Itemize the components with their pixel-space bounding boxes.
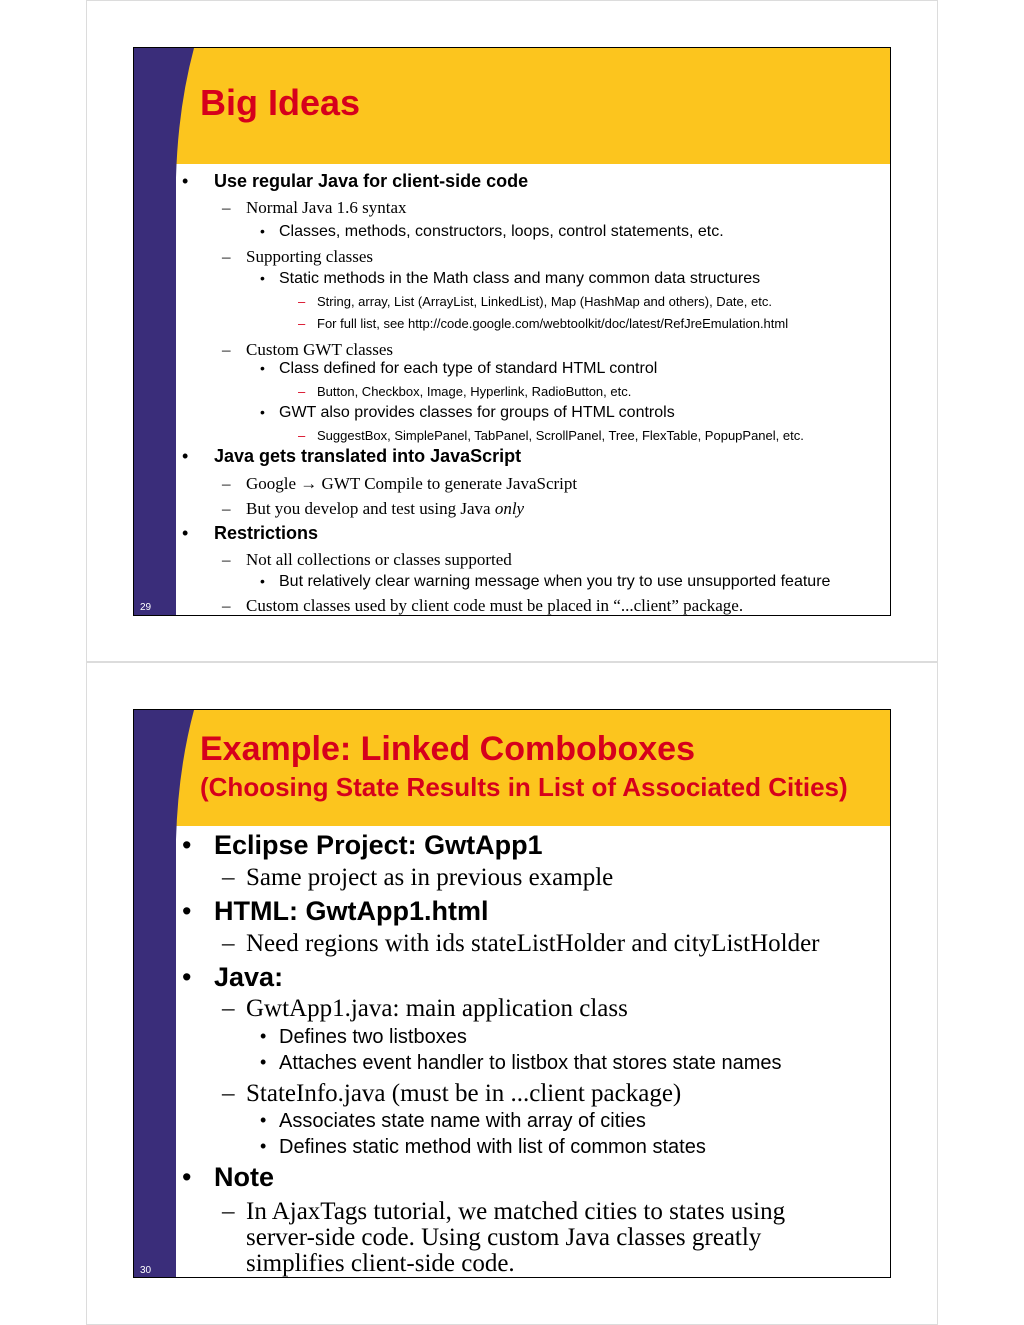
bullet-level-3: Classes, methods, constructors, loops, control statements, etc. bbox=[279, 223, 724, 240]
bullet-level-1: Note bbox=[214, 1162, 274, 1192]
slide-bullets bbox=[134, 48, 890, 615]
bullet-level-2: Google → GWT Compile to generate JavaScript bbox=[246, 474, 578, 493]
bullet-dash-icon: – bbox=[222, 198, 231, 217]
bullet-level-3: Attaches event handler to listbox that stores state names bbox=[279, 1052, 782, 1074]
bullet-level-2: Custom GWT classes bbox=[246, 340, 394, 359]
slide-number: 30 bbox=[140, 1265, 152, 1276]
bullet-level-2: Normal Java 1.6 syntax bbox=[246, 198, 407, 217]
bullet-level-3: Static methods in the Math class and many common data structures bbox=[279, 270, 761, 287]
slide-linked-comboboxes bbox=[133, 709, 891, 1278]
bullet-dash-icon: – bbox=[222, 930, 235, 957]
bullet-dot-icon: • bbox=[182, 830, 192, 860]
bullet-level-4: For full list, see http://code.google.com/webtoolkit/doc/latest/RefJreEmulation.html bbox=[317, 316, 789, 331]
bullet-level-3: Defines static method with list of common states bbox=[279, 1136, 706, 1158]
bullet-level-2: Supporting classes bbox=[246, 247, 374, 266]
bullet-level-3: Class defined for each type of standard HTML control bbox=[279, 360, 658, 377]
slide-title: Big Ideas bbox=[200, 82, 361, 123]
bullet-dot-icon: • bbox=[260, 270, 265, 286]
bullet-level-2: Custom classes used by client code must be placed in “...client” package. bbox=[246, 596, 744, 615]
bullet-level-2: But you develop and test using Java only bbox=[246, 499, 525, 518]
slide-title: Example: Linked Comboboxes bbox=[200, 730, 695, 768]
bullet-dot-icon: • bbox=[260, 573, 265, 589]
bullet-dash-icon: – bbox=[222, 864, 235, 891]
bullet-level-1: Eclipse Project: GwtApp1 bbox=[214, 830, 543, 860]
bullet-dash-icon: – bbox=[298, 384, 306, 399]
bullet-level-4: SuggestBox, SimplePanel, TabPanel, ScrollPanel, Tree, FlexTable, PopupPanel, etc. bbox=[317, 428, 804, 443]
bullet-level-4: Button, Checkbox, Image, Hyperlink, RadioButton, etc. bbox=[317, 384, 632, 399]
bullet-dot-icon: • bbox=[182, 962, 192, 992]
bullet-dot-icon: • bbox=[260, 1052, 267, 1072]
bullet-level-1: Use regular Java for client-side code bbox=[214, 171, 529, 191]
bullet-dot-icon: • bbox=[182, 1162, 192, 1192]
bullet-level-2: GwtApp1.java: main application class bbox=[246, 995, 628, 1022]
bullet-level-2: simplifies client-side code. bbox=[246, 1250, 515, 1277]
bullet-dot-icon: • bbox=[260, 1136, 267, 1156]
bullet-dash-icon: – bbox=[222, 474, 231, 493]
slide-bullets bbox=[134, 710, 890, 1277]
bullet-level-2: server-side code. Using custom Java classes greatly bbox=[246, 1224, 762, 1251]
bullet-level-1: Java gets translated into JavaScript bbox=[214, 446, 522, 466]
bullet-level-4: String, array, List (ArrayList, LinkedList), Map (HashMap and others), Date, etc. bbox=[317, 294, 772, 309]
bullet-level-2: Same project as in previous example bbox=[246, 864, 614, 891]
bullet-dot-icon: • bbox=[182, 446, 189, 466]
bullet-dot-icon: • bbox=[182, 523, 189, 543]
slide-number: 29 bbox=[140, 602, 152, 613]
bullet-level-3: But relatively clear warning message when you try to use unsupported feature bbox=[279, 573, 831, 590]
bullet-dot-icon: • bbox=[182, 896, 192, 926]
bullet-dash-icon: – bbox=[222, 550, 231, 569]
bullet-level-3: Defines two listboxes bbox=[279, 1026, 467, 1048]
bullet-level-2: Not all collections or classes supported bbox=[246, 550, 512, 569]
bullet-dash-icon: – bbox=[222, 1080, 235, 1107]
bullet-level-3: GWT also provides classes for groups of HTML controls bbox=[279, 404, 675, 421]
slide-big-ideas bbox=[133, 47, 891, 616]
bullet-dot-icon: • bbox=[260, 360, 265, 376]
slide-subtitle: (Choosing State Results in List of Associated Cities) bbox=[200, 772, 848, 802]
bullet-dash-icon: – bbox=[222, 596, 231, 615]
bullet-dot-icon: • bbox=[260, 1110, 267, 1130]
bullet-dash-icon: – bbox=[222, 995, 235, 1022]
bullet-dash-icon: – bbox=[222, 499, 231, 518]
bullet-dash-icon: – bbox=[298, 316, 306, 331]
bullet-level-2: Need regions with ids stateListHolder and cityListHolder bbox=[246, 930, 820, 957]
bullet-level-2: StateInfo.java (must be in ...client package) bbox=[246, 1080, 682, 1107]
bullet-dash-icon: – bbox=[222, 1198, 235, 1225]
bullet-dash-icon: – bbox=[222, 247, 231, 266]
bullet-level-1: HTML: GwtApp1.html bbox=[214, 896, 489, 926]
bullet-dot-icon: • bbox=[260, 223, 265, 239]
bullet-level-2: In AjaxTags tutorial, we matched cities to states using bbox=[246, 1198, 786, 1225]
bullet-dot-icon: • bbox=[260, 404, 265, 420]
bullet-dot-icon: • bbox=[182, 171, 189, 191]
bullet-level-1: Restrictions bbox=[214, 523, 319, 543]
bullet-level-1: Java: bbox=[214, 962, 284, 992]
bullet-level-3: Associates state name with array of cities bbox=[279, 1110, 646, 1132]
bullet-dot-icon: • bbox=[260, 1026, 267, 1046]
bullet-dash-icon: – bbox=[298, 428, 306, 443]
bullet-dash-icon: – bbox=[222, 340, 231, 359]
bullet-dash-icon: – bbox=[298, 294, 306, 309]
